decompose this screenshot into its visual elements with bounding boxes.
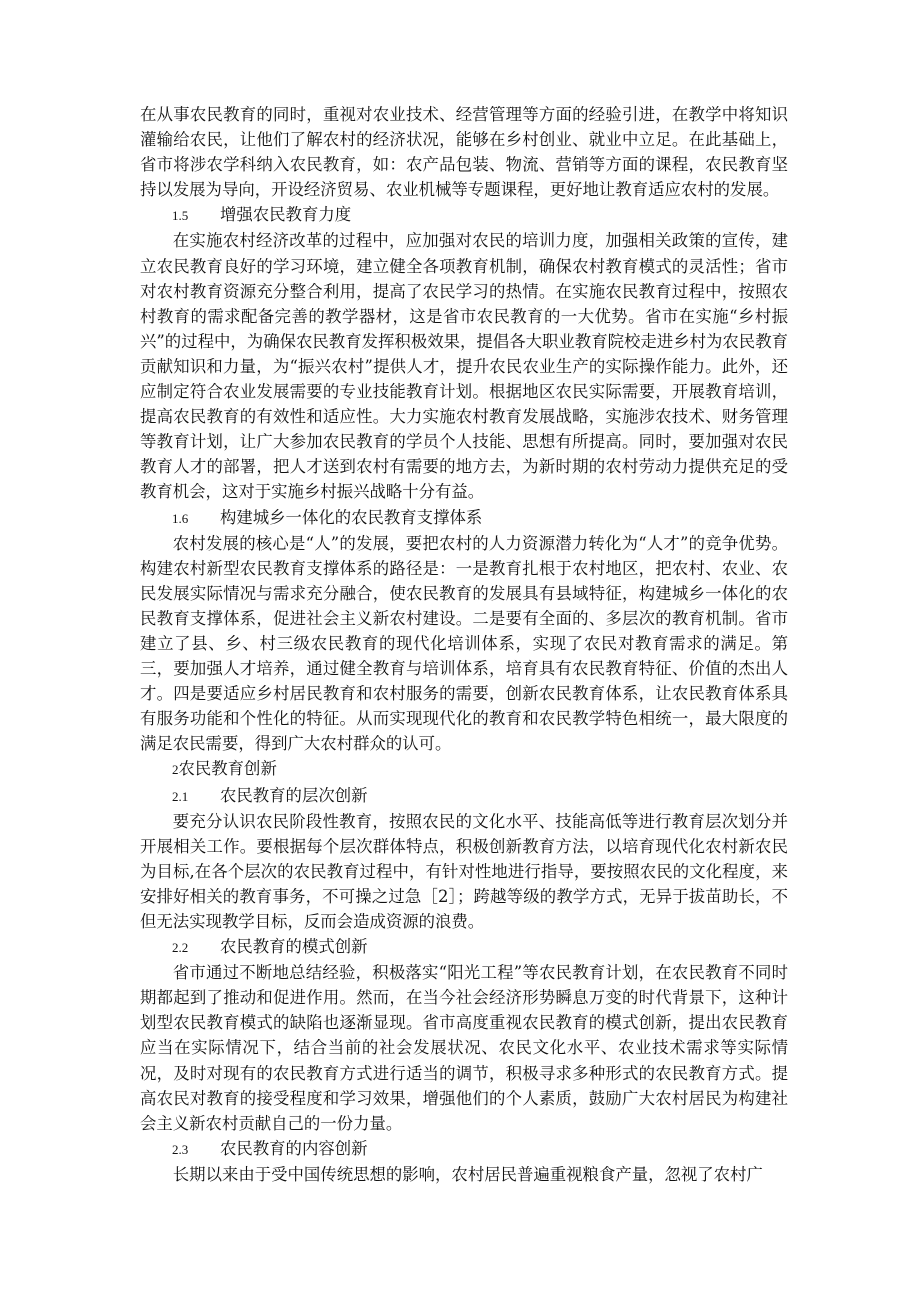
section-heading-2-2: [140, 934, 788, 960]
section-title: 增强农民教育力度: [220, 205, 352, 225]
paragraph-2-1: 要充分认识农民阶段性教育，按照农民的文化水平、技能高低等进行教育层次划分并开展相关工作。要根据每个层次群体特点，积极创新教育方法，以培育现代化农村新农民为目标,在各个层次的农民教育过程中，有针对性地进行指导，要按照农民的文化程度，来安排好相关的教育事务，不可操之过急［2］；跨越等级的教学方式，无异于拔苗助长，不但无法实现教学目标，反而会造成资源的浪费。: [140, 811, 788, 931]
section-number: 1.5: [172, 208, 189, 224]
section-title: 农民教育的模式创新: [220, 937, 368, 957]
paragraph-1-5: 在实施农村经济改革的过程中，应加强对农民的培训力度，加强相关政策的宣传，建立农民教育良好的学习环境，建立健全各项教育机制，确保农村教育模式的灵活性；省市对农村教育资源充分整合利用，提高了农民学习的热情。在实施农民教育过程中，按照农村教育的需求配备完善的教学器材，这是省市农民教育的一大优势。省市在实施“乡村振兴”的过程中，为确保农民教育发挥积极效果，提倡各大职业教育院校走进乡村为农民教育贡献知识和力量，为“振兴农村”提供人才，提升农民农业生产的实际操作能力。此外，还应制定符合农业发展需要的专业技能教育计划。根据地区农民实际需要，开展教育培训，提高农民教育的有效性和适应性。大力实施农村教育发展战略，实施涉农技术、财务管理等教育计划，让广大参加农民教育的学员个人技能、思想有所提高。同时，要加强对农民教育人才的部署，把人才送到农村有需要的地方去，为新时期的农村劳动力提供充足的受教育机会，这对于实施乡村振兴战略十分有益。: [140, 231, 788, 502]
section-heading-2-1: [140, 783, 788, 809]
section-title: 农民教育的层次创新: [220, 785, 368, 805]
section-number: 2.1: [172, 788, 189, 804]
paragraph-intro: 在从事农民教育的同时，重视对农业技术、经营管理等方面的经验引进，在教学中将知识灌输给农民，让他们了解农村的经济状况，能够在乡村创业、就业中立足。在此基础上，省市将涉农学科纳入农民教育，如：农产品包装、物流、营销等方面的课程，农民教育坚持以发展为导向，开设经济贸易、农业机械等专题课程，更好地让教育适应农村的发展。: [140, 105, 788, 200]
chapter-heading-2: [140, 756, 788, 782]
section-number: 2.2: [172, 940, 189, 956]
section-number: 1.6: [172, 510, 189, 526]
section-heading-1-5: [140, 202, 788, 228]
chapter-title: 农民教育创新: [178, 759, 277, 779]
paragraph-2-2: 省市通过不断地总结经验，积极落实“阳光工程”等农民教育计划，在农民教育不同时期都起到了推动和促进作用。然而，在当今社会经济形势瞬息万变的时代背景下，这种计划型农民教育模式的缺陷也逐渐显现。省市高度重视农民教育的模式创新，提出农民教育应当在实际情况下，结合当前的社会发展状况、农民文化水平、农业技术需求等实际情况，及时对现有的农民教育方式进行适当的调节，积极寻求多种形式的农民教育方式。提高农民对教育的接受程度和学习效果，增强他们的个人素质，鼓励广大农村居民为构建社会主义新农村贡献自己的一份力量。: [140, 963, 788, 1133]
section-title: 农民教育的内容创新: [220, 1138, 368, 1158]
document-page: [140, 102, 788, 1187]
chapter-number: 2: [172, 762, 179, 778]
section-heading-1-6: [140, 505, 788, 531]
section-heading-2-3: [140, 1136, 788, 1162]
paragraph-2-3: 长期以来由于受中国传统思想的影响，农村居民普遍重视粮食产量，忽视了农村广: [172, 1164, 763, 1184]
section-number: 2.3: [172, 1141, 189, 1157]
paragraph-1-6: 农村发展的核心是“人”的发展，要把农村的人力资源潜力转化为“人才”的竞争优势。构建农村新型农民教育支撑体系的路径是：一是教育扎根于农村地区，把农村、农业、农民发展实际情况与需求充分融合，使农民教育的发展具有县域特征，构建城乡一体化的农民教育支撑体系，促进社会主义新农村建设。二是要有全面的、多层次的教育机制。省市建立了县、乡、村三级农民教育的现代化培训体系，实现了农民对教育需求的满足。第三，要加强人才培养，通过健全教育与培训体系，培育具有农民教育特征、价值的杰出人才。四是要适应乡村居民教育和农村服务的需要，创新农民教育体系，让农民教育体系具有服务功能和个性化的特征。从而实现现代化的教育和农民教学特色相统一，最大限度的满足农民需要，得到广大农村群众的认可。: [140, 533, 788, 754]
section-title: 构建城乡一体化的农民教育支撑体系: [220, 507, 483, 527]
